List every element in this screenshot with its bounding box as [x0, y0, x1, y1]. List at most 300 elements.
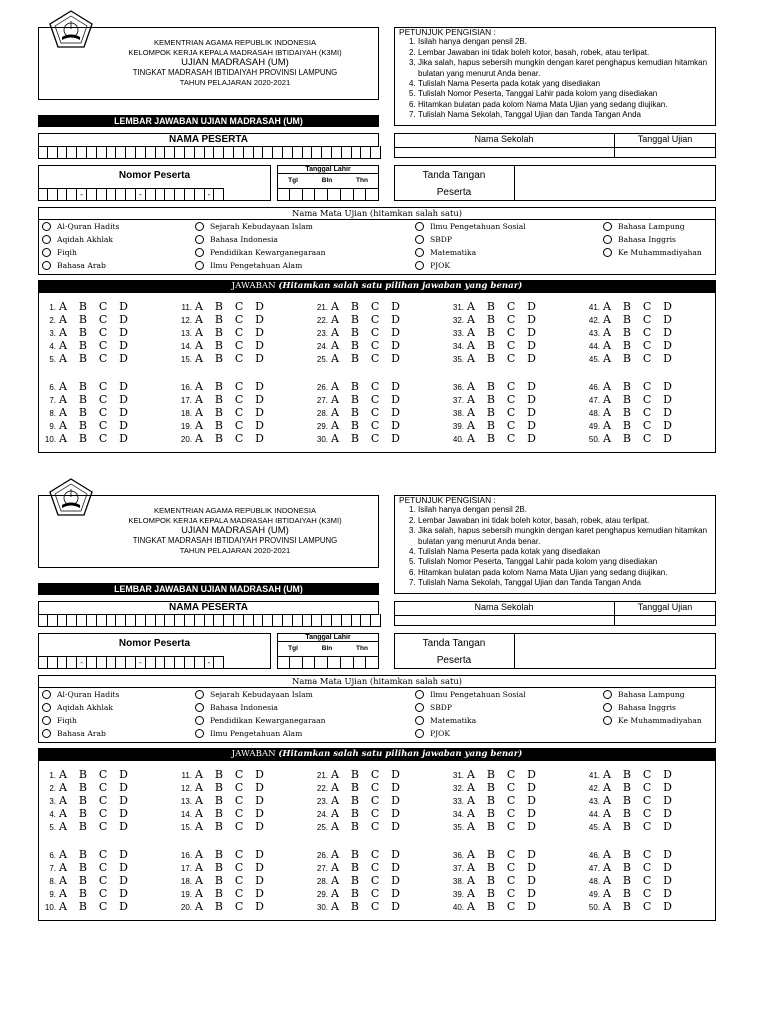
answer-options[interactable]: A B C D: [59, 781, 133, 794]
entry-cell[interactable]: [185, 614, 195, 626]
answer-options[interactable]: A B C D: [331, 406, 405, 419]
answer-options[interactable]: A B C D: [59, 900, 133, 913]
answer-options[interactable]: A B C D: [331, 781, 405, 794]
entry-cell[interactable]: [283, 614, 293, 626]
answer-options[interactable]: A B C D: [331, 393, 405, 406]
bubble-icon[interactable]: [195, 690, 204, 699]
entry-cell[interactable]: [67, 189, 77, 201]
answer-options[interactable]: A B C D: [603, 432, 677, 445]
answer-options[interactable]: A B C D: [59, 419, 133, 432]
signature-field[interactable]: [516, 634, 715, 668]
subject-option[interactable]: [42, 690, 119, 699]
entry-cell[interactable]: [303, 189, 316, 201]
entry-cell[interactable]: [156, 657, 166, 669]
entry-cell[interactable]: [322, 146, 332, 158]
answer-options[interactable]: A B C D: [331, 874, 405, 887]
answer-options[interactable]: A B C D: [467, 781, 541, 794]
bubble-icon[interactable]: [195, 248, 204, 257]
bubble-icon[interactable]: [415, 716, 424, 725]
answer-options[interactable]: A B C D: [331, 300, 405, 313]
bln-label: Bln: [321, 645, 333, 652]
subject-option[interactable]: [42, 248, 77, 257]
subject-option[interactable]: [42, 222, 119, 231]
answer-options[interactable]: A B C D: [195, 900, 269, 913]
answer-options[interactable]: A B C D: [603, 380, 677, 393]
nama-sekolah-field[interactable]: [395, 616, 613, 625]
answer-options[interactable]: A B C D: [195, 326, 269, 339]
entry-cell[interactable]: [283, 146, 293, 158]
nomor-peserta-cells[interactable]: [38, 656, 224, 669]
bubble-icon[interactable]: [195, 222, 204, 231]
subject-option[interactable]: [195, 222, 313, 231]
answer-question: [40, 393, 132, 406]
subject-option[interactable]: [195, 248, 326, 257]
entry-cell[interactable]: [77, 614, 87, 626]
bubble-icon[interactable]: [603, 716, 612, 725]
entry-cell[interactable]: [205, 146, 215, 158]
answer-options[interactable]: A B C D: [467, 326, 541, 339]
subject-option[interactable]: [42, 261, 106, 270]
bubble-icon[interactable]: [42, 235, 51, 244]
answer-options[interactable]: A B C D: [603, 419, 677, 432]
entry-cell[interactable]: [156, 614, 166, 626]
answer-options[interactable]: A B C D: [467, 861, 541, 874]
answer-options[interactable]: A B C D: [195, 393, 269, 406]
entry-cell[interactable]: [126, 657, 136, 669]
subject-option[interactable]: [603, 222, 685, 231]
signature-field[interactable]: [516, 166, 715, 200]
entry-cell[interactable]: [352, 614, 362, 626]
entry-cell[interactable]: [185, 657, 195, 669]
answer-options[interactable]: A B C D: [603, 339, 677, 352]
answer-options[interactable]: A B C D: [59, 887, 133, 900]
answer-options[interactable]: A B C D: [467, 848, 541, 861]
answer-options[interactable]: A B C D: [467, 432, 541, 445]
entry-cell[interactable]: [214, 657, 224, 669]
subject-option[interactable]: [415, 716, 476, 725]
answer-options[interactable]: A B C D: [467, 313, 541, 326]
answer-options[interactable]: A B C D: [603, 326, 677, 339]
answer-options[interactable]: A B C D: [331, 339, 405, 352]
answer-options[interactable]: A B C D: [603, 848, 677, 861]
answer-options[interactable]: A B C D: [59, 313, 133, 326]
answer-question: [584, 874, 676, 887]
entry-cell[interactable]: [195, 614, 205, 626]
entry-cell[interactable]: [136, 146, 146, 158]
entry-cell[interactable]: [354, 657, 367, 669]
entry-cell[interactable]: [214, 146, 224, 158]
bubble-icon[interactable]: [42, 716, 51, 725]
subject-option[interactable]: [195, 690, 313, 699]
entry-cell[interactable]: [293, 614, 303, 626]
answer-options[interactable]: A B C D: [59, 406, 133, 419]
answer-options[interactable]: A B C D: [467, 820, 541, 833]
answer-options[interactable]: A B C D: [331, 313, 405, 326]
entry-cell[interactable]: [146, 657, 156, 669]
entry-cell[interactable]: [224, 146, 234, 158]
subject-option[interactable]: [42, 716, 77, 725]
entry-cell[interactable]: [165, 657, 175, 669]
bubble-icon[interactable]: [603, 248, 612, 257]
entry-cell[interactable]: [332, 146, 342, 158]
answer-options[interactable]: A B C D: [195, 794, 269, 807]
entry-cell[interactable]: [156, 146, 166, 158]
bubble-icon[interactable]: [603, 222, 612, 231]
subject-option[interactable]: [195, 261, 302, 270]
answer-options[interactable]: A B C D: [195, 874, 269, 887]
answer-options[interactable]: A B C D: [59, 339, 133, 352]
answer-options[interactable]: A B C D: [59, 432, 133, 445]
instruction-text: Isilah hanya dengan pensil 2B.: [418, 37, 527, 47]
entry-cell[interactable]: [195, 146, 205, 158]
answer-options[interactable]: A B C D: [331, 861, 405, 874]
entry-cell[interactable]: [38, 189, 48, 201]
bubble-icon[interactable]: [42, 261, 51, 270]
subject-option[interactable]: [603, 248, 702, 257]
answer-options[interactable]: A B C D: [467, 768, 541, 781]
bubble-icon[interactable]: [603, 235, 612, 244]
answer-options[interactable]: A B C D: [603, 807, 677, 820]
answer-options[interactable]: A B C D: [195, 339, 269, 352]
entry-cell[interactable]: [195, 189, 205, 201]
subject-option[interactable]: [42, 703, 113, 712]
entry-cell[interactable]: [263, 614, 273, 626]
answer-options[interactable]: A B C D: [467, 794, 541, 807]
tanggal-lahir-cells[interactable]: [277, 188, 379, 201]
subject-option[interactable]: [603, 703, 676, 712]
answer-options[interactable]: A B C D: [195, 352, 269, 365]
subject-option[interactable]: [415, 729, 450, 738]
nama-peserta-cells[interactable]: [38, 146, 381, 159]
answer-options[interactable]: A B C D: [467, 352, 541, 365]
answer-options[interactable]: A B C D: [603, 900, 677, 913]
answer-options[interactable]: A B C D: [59, 300, 133, 313]
answer-options[interactable]: A B C D: [603, 300, 677, 313]
entry-cell[interactable]: [244, 146, 254, 158]
bubble-icon[interactable]: [603, 690, 612, 699]
entry-cell[interactable]: [165, 146, 175, 158]
answer-options[interactable]: A B C D: [59, 768, 133, 781]
entry-cell[interactable]: [328, 657, 341, 669]
entry-cell[interactable]: [195, 657, 205, 669]
subject-option[interactable]: [195, 703, 278, 712]
bubble-icon[interactable]: [603, 703, 612, 712]
entry-cell[interactable]: [244, 614, 254, 626]
entry-cell[interactable]: [97, 657, 107, 669]
entry-cell[interactable]: [354, 189, 367, 201]
entry-cell[interactable]: [97, 189, 107, 201]
entry-cell[interactable]: [342, 614, 352, 626]
entry-cell[interactable]: [67, 614, 77, 626]
answer-options[interactable]: A B C D: [195, 432, 269, 445]
answer-options[interactable]: A B C D: [195, 781, 269, 794]
answer-options[interactable]: A B C D: [331, 419, 405, 432]
entry-cell[interactable]: [165, 614, 175, 626]
answer-options[interactable]: A B C D: [467, 887, 541, 900]
entry-cell[interactable]: [48, 657, 58, 669]
answer-options[interactable]: A B C D: [195, 300, 269, 313]
answer-options[interactable]: A B C D: [603, 768, 677, 781]
subject-option[interactable]: [415, 703, 452, 712]
nama-peserta-cells[interactable]: [38, 614, 381, 627]
entry-cell[interactable]: [116, 146, 126, 158]
question-number: 44.: [588, 810, 600, 819]
entry-cell[interactable]: [322, 614, 332, 626]
entry-cell[interactable]: [352, 146, 362, 158]
subject-option[interactable]: [603, 690, 685, 699]
bubble-icon[interactable]: [415, 248, 424, 257]
subject-option[interactable]: [603, 235, 676, 244]
entry-cell[interactable]: [371, 614, 381, 626]
answer-options[interactable]: A B C D: [331, 887, 405, 900]
answer-options[interactable]: A B C D: [603, 794, 677, 807]
entry-cell[interactable]: [277, 189, 290, 201]
bubble-icon[interactable]: [42, 729, 51, 738]
answer-options[interactable]: A B C D: [603, 861, 677, 874]
entry-cell[interactable]: [277, 657, 290, 669]
entry-cell[interactable]: [273, 146, 283, 158]
entry-cell[interactable]: [126, 146, 136, 158]
entry-cell[interactable]: [312, 146, 322, 158]
entry-cell[interactable]: [214, 189, 224, 201]
subject-option[interactable]: [42, 729, 106, 738]
subject-option[interactable]: [42, 235, 113, 244]
entry-cell[interactable]: [205, 614, 215, 626]
subject-option[interactable]: [415, 261, 450, 270]
entry-cell[interactable]: [107, 614, 117, 626]
answer-options[interactable]: A B C D: [603, 820, 677, 833]
entry-cell[interactable]: [97, 146, 107, 158]
entry-cell[interactable]: [263, 146, 273, 158]
entry-cell[interactable]: [366, 657, 379, 669]
answer-options[interactable]: A B C D: [331, 820, 405, 833]
entry-cell[interactable]: [254, 146, 264, 158]
answer-options[interactable]: A B C D: [195, 768, 269, 781]
entry-cell[interactable]: [87, 657, 97, 669]
answer-options[interactable]: A B C D: [331, 352, 405, 365]
entry-cell[interactable]: [328, 189, 341, 201]
tanggal-ujian-field[interactable]: [616, 616, 715, 625]
entry-cell[interactable]: [38, 657, 48, 669]
answer-options[interactable]: A B C D: [467, 874, 541, 887]
entry-cell[interactable]: [175, 614, 185, 626]
answer-options[interactable]: A B C D: [195, 848, 269, 861]
answer-question: [448, 432, 540, 445]
nama-sekolah-field[interactable]: [395, 148, 613, 157]
answer-options[interactable]: A B C D: [467, 900, 541, 913]
answer-options[interactable]: A B C D: [59, 848, 133, 861]
answer-options[interactable]: A B C D: [603, 352, 677, 365]
entry-cell[interactable]: [116, 614, 126, 626]
entry-cell[interactable]: [273, 614, 283, 626]
answer-options[interactable]: A B C D: [195, 861, 269, 874]
subject-option[interactable]: [415, 235, 452, 244]
answer-options[interactable]: A B C D: [467, 380, 541, 393]
entry-cell[interactable]: [224, 614, 234, 626]
entry-cell[interactable]: [290, 657, 303, 669]
answer-options[interactable]: A B C D: [603, 313, 677, 326]
entry-cell[interactable]: [97, 614, 107, 626]
entry-cell[interactable]: [48, 614, 58, 626]
entry-cell[interactable]: [185, 189, 195, 201]
answer-options[interactable]: A B C D: [603, 887, 677, 900]
subject-option[interactable]: [603, 716, 702, 725]
bubble-icon[interactable]: [415, 261, 424, 270]
answer-question: [176, 768, 268, 781]
entry-cell[interactable]: [107, 146, 117, 158]
entry-cell[interactable]: [342, 146, 352, 158]
answer-options[interactable]: A B C D: [331, 807, 405, 820]
answer-options[interactable]: A B C D: [195, 406, 269, 419]
bubble-icon[interactable]: [42, 222, 51, 231]
answer-options[interactable]: A B C D: [195, 820, 269, 833]
bubble-icon[interactable]: [195, 729, 204, 738]
bubble-icon[interactable]: [195, 261, 204, 270]
entry-cell[interactable]: [67, 657, 77, 669]
answer-options[interactable]: A B C D: [59, 874, 133, 887]
subject-option[interactable]: [195, 729, 302, 738]
tanggal-lahir-cells[interactable]: [277, 656, 379, 669]
entry-cell[interactable]: [48, 189, 58, 201]
answer-options[interactable]: A B C D: [467, 406, 541, 419]
subject-option[interactable]: [195, 235, 278, 244]
answer-options[interactable]: A B C D: [195, 380, 269, 393]
entry-cell[interactable]: [146, 614, 156, 626]
answer-options[interactable]: A B C D: [467, 807, 541, 820]
answer-options[interactable]: A B C D: [331, 900, 405, 913]
answer-options[interactable]: A B C D: [603, 393, 677, 406]
bubble-icon[interactable]: [415, 690, 424, 699]
answer-options[interactable]: A B C D: [195, 313, 269, 326]
bubble-icon[interactable]: [195, 235, 204, 244]
entry-cell[interactable]: [332, 614, 342, 626]
entry-cell[interactable]: [77, 146, 87, 158]
entry-cell[interactable]: [126, 614, 136, 626]
bubble-icon[interactable]: [195, 703, 204, 712]
entry-cell[interactable]: [126, 189, 136, 201]
entry-cell[interactable]: [87, 614, 97, 626]
entry-cell[interactable]: [116, 189, 126, 201]
answer-options[interactable]: A B C D: [59, 820, 133, 833]
answer-options[interactable]: A B C D: [195, 887, 269, 900]
answer-options[interactable]: A B C D: [195, 807, 269, 820]
bubble-icon[interactable]: [415, 222, 424, 231]
answer-options[interactable]: A B C D: [603, 781, 677, 794]
answer-options[interactable]: A B C D: [59, 807, 133, 820]
answer-options[interactable]: A B C D: [59, 326, 133, 339]
entry-cell[interactable]: [48, 146, 58, 158]
entry-cell[interactable]: [175, 146, 185, 158]
answer-options[interactable]: A B C D: [331, 380, 405, 393]
answer-options[interactable]: A B C D: [59, 380, 133, 393]
question-number: 45.: [588, 823, 600, 832]
answer-options[interactable]: A B C D: [331, 794, 405, 807]
entry-cell[interactable]: [165, 189, 175, 201]
bubble-icon[interactable]: [415, 235, 424, 244]
bubble-icon[interactable]: [42, 248, 51, 257]
subject-option[interactable]: [195, 716, 326, 725]
entry-cell[interactable]: [175, 657, 185, 669]
entry-cell[interactable]: [315, 189, 328, 201]
answer-options[interactable]: A B C D: [603, 874, 677, 887]
entry-cell[interactable]: [361, 614, 371, 626]
answer-options[interactable]: A B C D: [195, 419, 269, 432]
bubble-icon[interactable]: [415, 729, 424, 738]
answer-options[interactable]: A B C D: [331, 768, 405, 781]
entry-cell[interactable]: [38, 614, 48, 626]
entry-cell[interactable]: [254, 614, 264, 626]
entry-cell[interactable]: [234, 614, 244, 626]
answer-options[interactable]: A B C D: [603, 406, 677, 419]
entry-cell[interactable]: [116, 657, 126, 669]
subject-option[interactable]: [415, 222, 526, 231]
entry-cell[interactable]: [214, 614, 224, 626]
answer-options[interactable]: A B C D: [331, 848, 405, 861]
answer-options[interactable]: A B C D: [331, 432, 405, 445]
entry-cell[interactable]: [107, 657, 117, 669]
bubble-icon[interactable]: [195, 716, 204, 725]
answer-options[interactable]: A B C D: [59, 352, 133, 365]
entry-cell[interactable]: [290, 189, 303, 201]
bubble-icon[interactable]: [415, 703, 424, 712]
entry-cell[interactable]: [293, 146, 303, 158]
subject-option[interactable]: [415, 248, 476, 257]
answer-question: [448, 848, 540, 861]
entry-cell[interactable]: [58, 614, 68, 626]
bubble-icon[interactable]: [42, 690, 51, 699]
entry-cell[interactable]: [303, 146, 313, 158]
bubble-icon[interactable]: [42, 703, 51, 712]
answer-options[interactable]: A B C D: [467, 300, 541, 313]
entry-cell[interactable]: [146, 189, 156, 201]
answer-options[interactable]: A B C D: [59, 393, 133, 406]
entry-cell[interactable]: [341, 189, 354, 201]
entry-cell[interactable]: [312, 614, 322, 626]
entry-cell[interactable]: [67, 146, 77, 158]
entry-cell[interactable]: [341, 657, 354, 669]
entry-cell[interactable]: [107, 189, 117, 201]
entry-cell[interactable]: [38, 146, 48, 158]
entry-cell[interactable]: [146, 146, 156, 158]
answer-options[interactable]: A B C D: [467, 339, 541, 352]
entry-cell[interactable]: [234, 146, 244, 158]
entry-cell[interactable]: [361, 146, 371, 158]
nomor-peserta-cells[interactable]: [38, 188, 224, 201]
answer-options[interactable]: A B C D: [331, 326, 405, 339]
entry-cell[interactable]: [315, 657, 328, 669]
entry-cell[interactable]: [303, 614, 313, 626]
entry-cell[interactable]: [303, 657, 316, 669]
answer-options[interactable]: A B C D: [467, 419, 541, 432]
entry-cell[interactable]: [371, 146, 381, 158]
entry-cell[interactable]: [366, 189, 379, 201]
entry-cell[interactable]: [58, 657, 68, 669]
instruction-number: 6.: [409, 99, 416, 109]
entry-cell[interactable]: [58, 189, 68, 201]
entry-cell[interactable]: [87, 189, 97, 201]
tanggal-ujian-field[interactable]: [616, 148, 715, 157]
answer-options[interactable]: A B C D: [467, 393, 541, 406]
answer-options[interactable]: A B C D: [59, 861, 133, 874]
entry-cell[interactable]: [136, 614, 146, 626]
subject-option[interactable]: [415, 690, 526, 699]
answer-options[interactable]: A B C D: [59, 794, 133, 807]
entry-cell[interactable]: [87, 146, 97, 158]
entry-cell[interactable]: [175, 189, 185, 201]
entry-cell[interactable]: [185, 146, 195, 158]
entry-cell[interactable]: [58, 146, 68, 158]
entry-cell[interactable]: [156, 189, 166, 201]
